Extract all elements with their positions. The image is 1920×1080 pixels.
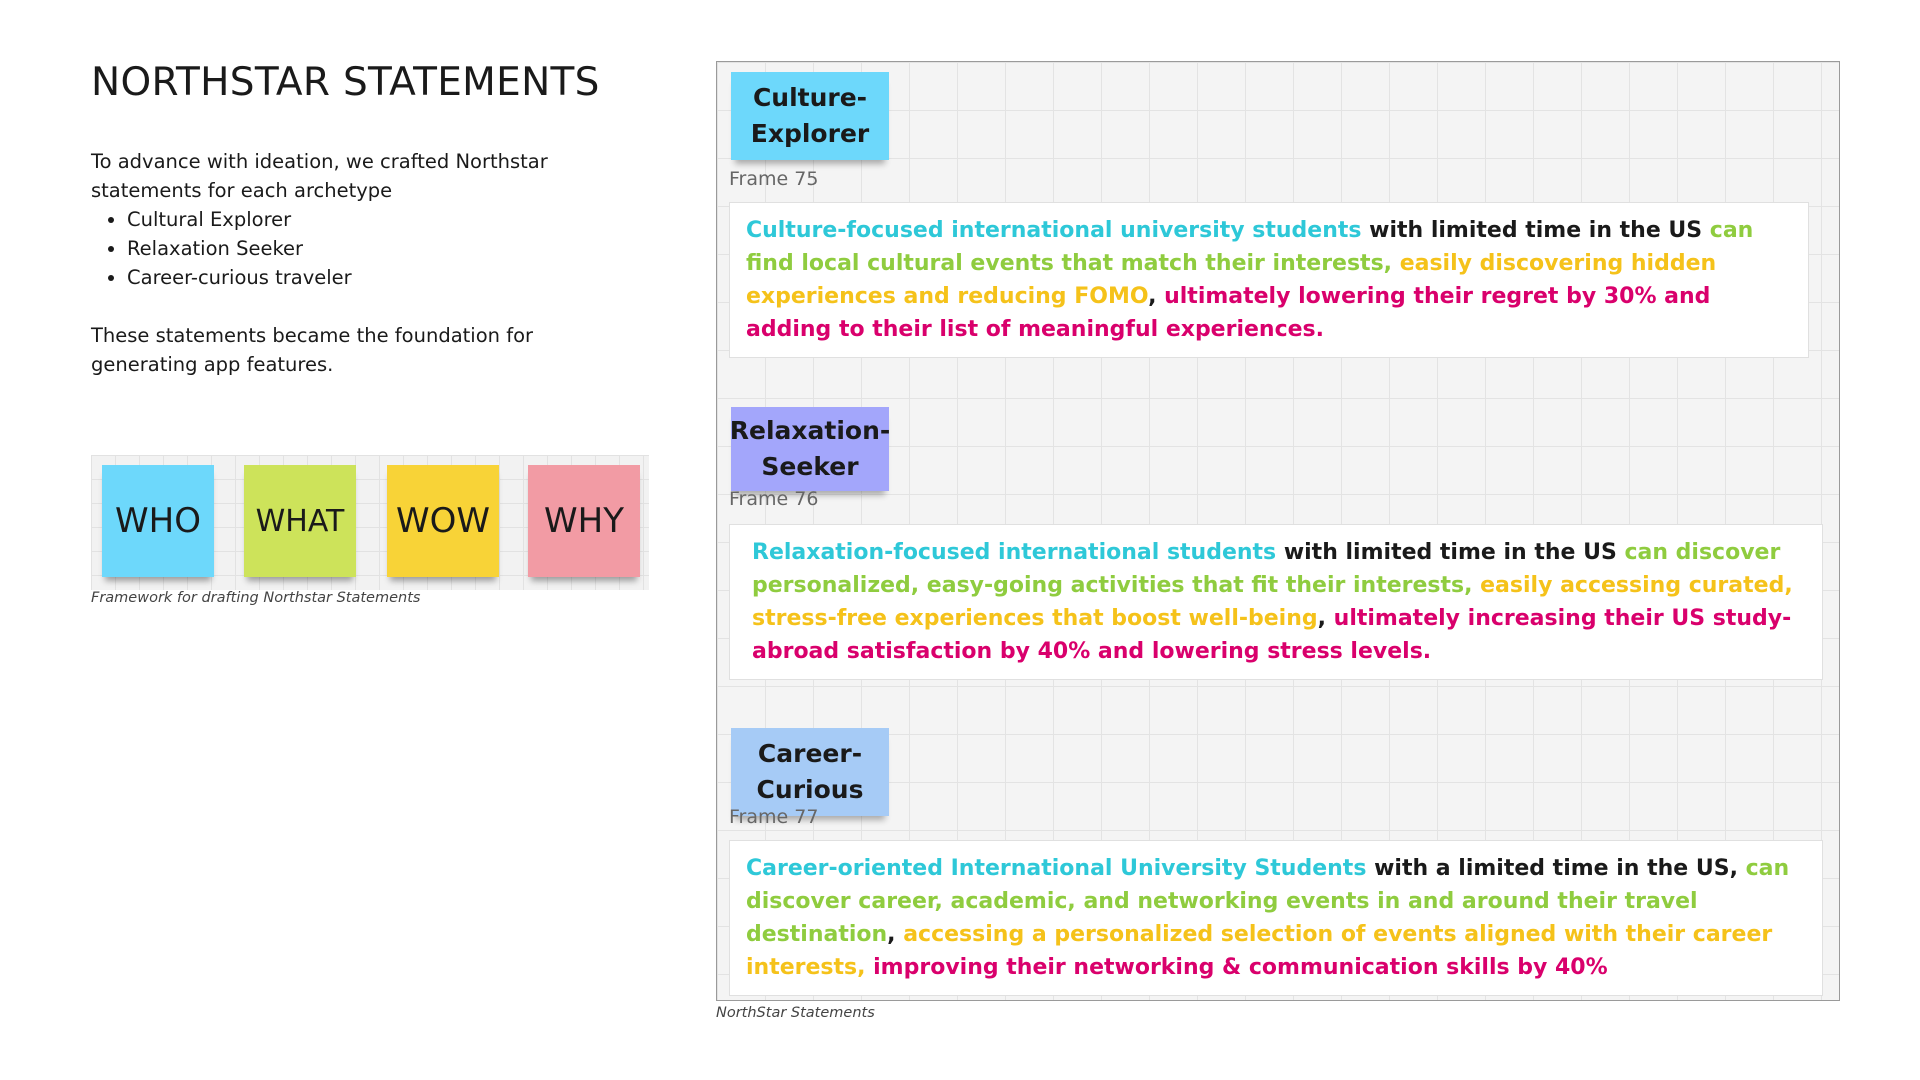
statement-wow: easily discovering hidden experiences and reducing FOMO	[746, 251, 1717, 309]
statement-wow: easily accessing curated, stress-free experiences that boost well-being	[752, 573, 1793, 631]
archetype-list	[91, 205, 611, 292]
archetype-item-career-curious: • Career-curious traveler	[127, 263, 611, 292]
statement-why: improving their networking & communication skills by 40%	[873, 955, 1608, 980]
sticky-wow-label: WOW	[396, 501, 490, 541]
tag-career-curious	[731, 728, 889, 816]
archetype-item-cultural-explorer: • Cultural Explorer	[127, 205, 611, 234]
statement-wow-separator: ,	[887, 922, 904, 947]
frame-label-75: Frame 75	[729, 168, 819, 190]
archetype-item-relaxation-seeker: • Relaxation Seeker	[127, 234, 611, 263]
statement-card-culture	[729, 202, 1809, 358]
intro-section	[91, 147, 611, 379]
statement-separator: ,	[1317, 606, 1334, 631]
tag-career-curious-label: Career-Curious	[756, 739, 864, 804]
statement-what: can discover personalized, easy-going activities that fit their interests,	[752, 540, 1781, 598]
statement-who: Relaxation-focused international students	[752, 540, 1277, 565]
tag-relaxation-seeker	[731, 407, 889, 491]
statement-separator: ,	[1148, 284, 1165, 309]
statement-wow: accessing a personalized selection of events aligned with their career interests,	[746, 922, 1773, 980]
statement-why: ultimately increasing their US study-abroad satisfaction by 40% and lowering stress levels.	[752, 606, 1792, 664]
framework-caption: Framework for drafting Northstar Statements	[91, 590, 421, 606]
frame-label-76: Frame 76	[729, 488, 819, 510]
sticky-what	[244, 465, 356, 577]
northstar-board	[716, 61, 1840, 1001]
sticky-wow	[387, 465, 499, 577]
sticky-what-label: WHAT	[255, 503, 345, 539]
statement-context: with limited time in the US	[1361, 218, 1710, 243]
sticky-who-label: WHO	[115, 501, 201, 541]
sticky-why	[528, 465, 640, 577]
tag-culture-explorer-label: Culture-Explorer	[750, 83, 870, 148]
sticky-who	[102, 465, 214, 577]
statement-context: with limited time in the US	[1276, 540, 1625, 565]
tag-culture-explorer	[731, 72, 889, 160]
framework-image	[91, 455, 649, 590]
sticky-why-label: WHY	[544, 501, 624, 541]
statement-what: can discover career, academic, and networking events in and around their travel destination	[746, 856, 1790, 947]
statement-who: Career-oriented International University Students	[746, 856, 1367, 881]
intro-text: To advance with ideation, we crafted Northstar statements for each archetype	[91, 150, 548, 202]
statement-context: with a limited time in the US,	[1366, 856, 1746, 881]
tag-relaxation-seeker-label: Relaxation-Seeker	[729, 416, 891, 481]
foundation-text: These statements became the foundation for generating app features.	[91, 324, 534, 376]
frame-label-77: Frame 77	[729, 806, 819, 828]
statement-what: can find local cultural events that match their interests,	[746, 218, 1754, 276]
board-caption: NorthStar Statements	[716, 1005, 875, 1021]
statement-why: ultimately lowering their regret by 30% and adding to their list of meaningful experiences.	[746, 284, 1711, 342]
page-title: NORTHSTAR STATEMENTS	[91, 60, 600, 105]
statement-who: Culture-focused international university students	[746, 218, 1362, 243]
statement-card-career	[729, 840, 1823, 996]
statement-card-relaxation	[729, 524, 1823, 680]
